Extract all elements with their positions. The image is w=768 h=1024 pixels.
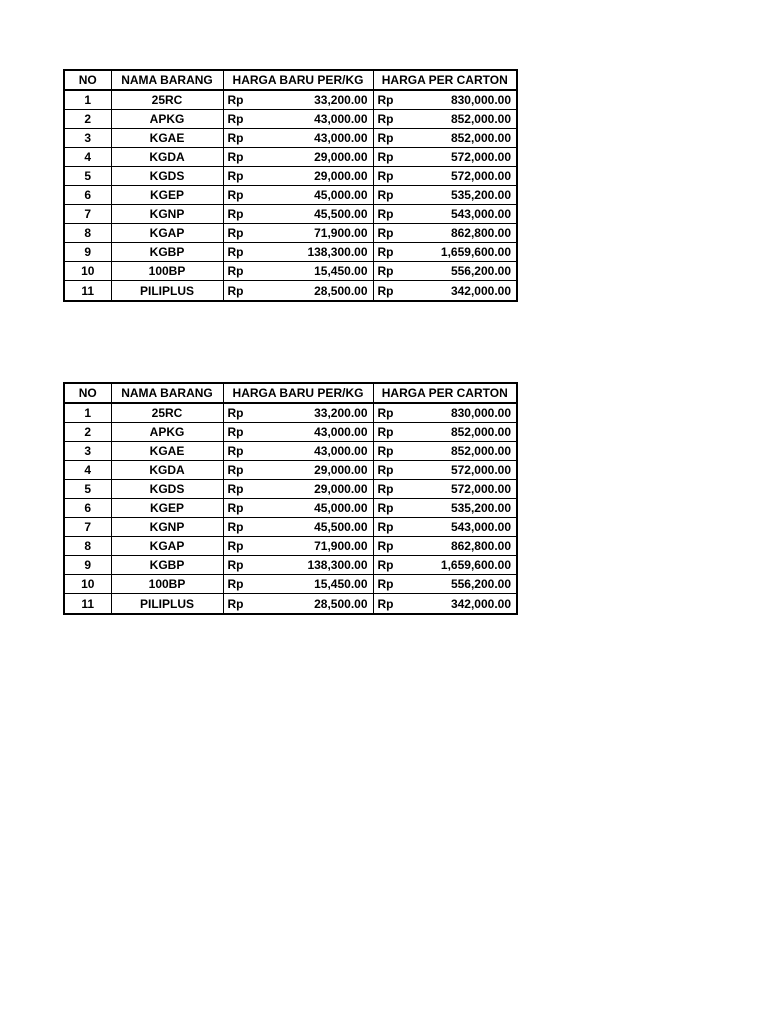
currency-label: Rp	[377, 444, 394, 458]
cell-price-carton	[373, 480, 517, 499]
header-price-carton: HARGA PER CARTON	[373, 383, 517, 403]
price-carton-value: 543,000.00	[450, 207, 511, 221]
cell-price-carton	[373, 262, 517, 281]
header-price-carton: HARGA PER CARTON	[373, 70, 517, 90]
price-carton-value: 852,000.00	[450, 444, 511, 458]
cell-price-kg	[223, 423, 373, 442]
cell-price-kg	[223, 518, 373, 537]
table-body	[64, 403, 517, 614]
currency-label: Rp	[227, 406, 244, 420]
cell-price-carton	[373, 167, 517, 186]
currency-label: Rp	[377, 406, 394, 420]
cell-no: 7	[64, 518, 111, 537]
currency-label: Rp	[227, 169, 244, 183]
cell-name: KGDA	[111, 148, 223, 167]
cell-no: 11	[64, 281, 111, 302]
currency-label: Rp	[377, 558, 394, 572]
cell-price-carton	[373, 281, 517, 302]
price-kg-value: 29,000.00	[314, 463, 368, 477]
table-row	[64, 186, 517, 205]
cell-no: 3	[64, 129, 111, 148]
price-kg-value: 43,000.00	[314, 112, 368, 126]
price-carton-value: 862,800.00	[450, 226, 511, 240]
price-carton-value: 852,000.00	[450, 112, 511, 126]
currency-label: Rp	[227, 283, 244, 298]
cell-price-kg	[223, 442, 373, 461]
currency-label: Rp	[377, 131, 394, 145]
price-carton-value: 556,200.00	[450, 264, 511, 278]
cell-price-kg	[223, 556, 373, 575]
price-carton-value: 852,000.00	[450, 131, 511, 145]
currency-label: Rp	[377, 283, 394, 298]
price-kg-value: 43,000.00	[314, 425, 368, 439]
currency-label: Rp	[377, 150, 394, 164]
currency-label: Rp	[227, 558, 244, 572]
price-carton-value: 342,000.00	[450, 283, 511, 298]
currency-label: Rp	[227, 150, 244, 164]
currency-label: Rp	[227, 131, 244, 145]
currency-label: Rp	[377, 93, 394, 107]
cell-price-carton	[373, 403, 517, 423]
cell-price-carton	[373, 129, 517, 148]
currency-label: Rp	[377, 596, 394, 611]
currency-label: Rp	[377, 112, 394, 126]
cell-price-kg	[223, 148, 373, 167]
price-kg-value: 138,300.00	[307, 245, 368, 259]
cell-name: KGBP	[111, 556, 223, 575]
price-kg-value: 29,000.00	[314, 482, 368, 496]
price-kg-value: 45,500.00	[314, 520, 368, 534]
currency-label: Rp	[227, 501, 244, 515]
price-kg-value: 71,900.00	[314, 226, 368, 240]
currency-label: Rp	[227, 577, 244, 591]
cell-name: KGDA	[111, 461, 223, 480]
price-carton-value: 830,000.00	[450, 93, 511, 107]
cell-price-carton	[373, 537, 517, 556]
cell-no: 1	[64, 403, 111, 423]
price-kg-value: 33,200.00	[314, 93, 368, 107]
price-carton-value: 572,000.00	[450, 463, 511, 477]
cell-name: KGDS	[111, 167, 223, 186]
currency-label: Rp	[227, 463, 244, 477]
cell-name: KGEP	[111, 186, 223, 205]
price-carton-value: 543,000.00	[450, 520, 511, 534]
cell-no: 6	[64, 186, 111, 205]
cell-no: 2	[64, 110, 111, 129]
table-row	[64, 205, 517, 224]
price-table-1	[63, 69, 518, 302]
cell-name: APKG	[111, 423, 223, 442]
table-row	[64, 575, 517, 594]
price-kg-value: 15,450.00	[314, 577, 368, 591]
cell-price-kg	[223, 594, 373, 615]
header-name: NAMA BARANG	[111, 383, 223, 403]
header-row	[64, 70, 517, 90]
price-kg-value: 45,000.00	[314, 188, 368, 202]
table-body	[64, 90, 517, 301]
currency-label: Rp	[377, 425, 394, 439]
price-kg-value: 29,000.00	[314, 169, 368, 183]
table-row	[64, 403, 517, 423]
currency-label: Rp	[227, 539, 244, 553]
cell-no: 5	[64, 167, 111, 186]
table-row	[64, 537, 517, 556]
cell-name: KGAP	[111, 224, 223, 243]
cell-price-kg	[223, 129, 373, 148]
table-row	[64, 556, 517, 575]
cell-price-carton	[373, 499, 517, 518]
cell-price-kg	[223, 403, 373, 423]
cell-name: KGEP	[111, 499, 223, 518]
table-row	[64, 518, 517, 537]
price-carton-value: 1,659,600.00	[440, 245, 511, 259]
cell-no: 8	[64, 537, 111, 556]
price-carton-value: 852,000.00	[450, 425, 511, 439]
cell-price-kg	[223, 480, 373, 499]
cell-no: 9	[64, 243, 111, 262]
table-row	[64, 423, 517, 442]
cell-price-carton	[373, 186, 517, 205]
table-row	[64, 461, 517, 480]
price-carton-value: 535,200.00	[450, 188, 511, 202]
price-carton-value: 535,200.00	[450, 501, 511, 515]
currency-label: Rp	[227, 188, 244, 202]
cell-no: 1	[64, 90, 111, 110]
price-carton-value: 1,659,600.00	[440, 558, 511, 572]
cell-no: 3	[64, 442, 111, 461]
price-carton-value: 572,000.00	[450, 150, 511, 164]
table-row	[64, 480, 517, 499]
cell-no: 7	[64, 205, 111, 224]
price-carton-value: 572,000.00	[450, 482, 511, 496]
table-row	[64, 110, 517, 129]
currency-label: Rp	[227, 482, 244, 496]
header-no: NO	[64, 70, 111, 90]
price-kg-value: 33,200.00	[314, 406, 368, 420]
cell-name: 25RC	[111, 403, 223, 423]
cell-no: 4	[64, 148, 111, 167]
header-row	[64, 383, 517, 403]
currency-label: Rp	[227, 112, 244, 126]
price-kg-value: 43,000.00	[314, 444, 368, 458]
cell-name: 25RC	[111, 90, 223, 110]
cell-price-kg	[223, 499, 373, 518]
header-no: NO	[64, 383, 111, 403]
cell-no: 9	[64, 556, 111, 575]
price-carton-value: 342,000.00	[450, 596, 511, 611]
cell-price-kg	[223, 205, 373, 224]
table-row	[64, 281, 517, 302]
cell-price-carton	[373, 518, 517, 537]
cell-price-carton	[373, 575, 517, 594]
cell-price-carton	[373, 205, 517, 224]
cell-price-kg	[223, 110, 373, 129]
cell-no: 10	[64, 575, 111, 594]
cell-price-carton	[373, 594, 517, 615]
table-row	[64, 129, 517, 148]
table-row	[64, 224, 517, 243]
price-kg-value: 28,500.00	[314, 596, 368, 611]
currency-label: Rp	[377, 226, 394, 240]
currency-label: Rp	[377, 501, 394, 515]
table-row	[64, 442, 517, 461]
cell-price-kg	[223, 186, 373, 205]
cell-name: KGNP	[111, 518, 223, 537]
cell-price-carton	[373, 148, 517, 167]
currency-label: Rp	[377, 463, 394, 477]
cell-price-carton	[373, 556, 517, 575]
currency-label: Rp	[227, 245, 244, 259]
price-carton-value: 572,000.00	[450, 169, 511, 183]
cell-name: KGBP	[111, 243, 223, 262]
cell-price-kg	[223, 262, 373, 281]
cell-name: KGDS	[111, 480, 223, 499]
price-kg-value: 29,000.00	[314, 150, 368, 164]
currency-label: Rp	[227, 444, 244, 458]
cell-price-carton	[373, 423, 517, 442]
price-kg-value: 45,000.00	[314, 501, 368, 515]
currency-label: Rp	[227, 207, 244, 221]
currency-label: Rp	[227, 226, 244, 240]
cell-name: 100BP	[111, 575, 223, 594]
cell-name: PILIPLUS	[111, 594, 223, 615]
cell-price-kg	[223, 281, 373, 302]
cell-price-kg	[223, 243, 373, 262]
header-price-kg: HARGA BARU PER/KG	[223, 70, 373, 90]
cell-no: 2	[64, 423, 111, 442]
cell-price-kg	[223, 575, 373, 594]
cell-name: KGAE	[111, 129, 223, 148]
currency-label: Rp	[227, 93, 244, 107]
currency-label: Rp	[227, 425, 244, 439]
cell-no: 8	[64, 224, 111, 243]
table-row	[64, 148, 517, 167]
price-kg-value: 43,000.00	[314, 131, 368, 145]
currency-label: Rp	[227, 264, 244, 278]
cell-price-kg	[223, 90, 373, 110]
table-row	[64, 90, 517, 110]
header-price-kg: HARGA BARU PER/KG	[223, 383, 373, 403]
cell-no: 5	[64, 480, 111, 499]
cell-price-carton	[373, 90, 517, 110]
currency-label: Rp	[227, 596, 244, 611]
currency-label: Rp	[227, 520, 244, 534]
currency-label: Rp	[377, 264, 394, 278]
cell-price-carton	[373, 110, 517, 129]
price-kg-value: 28,500.00	[314, 283, 368, 298]
price-carton-value: 830,000.00	[450, 406, 511, 420]
currency-label: Rp	[377, 245, 394, 259]
header-name: NAMA BARANG	[111, 70, 223, 90]
price-kg-value: 15,450.00	[314, 264, 368, 278]
cell-name: PILIPLUS	[111, 281, 223, 302]
cell-no: 6	[64, 499, 111, 518]
currency-label: Rp	[377, 482, 394, 496]
currency-label: Rp	[377, 520, 394, 534]
table-row	[64, 594, 517, 615]
currency-label: Rp	[377, 577, 394, 591]
cell-name: APKG	[111, 110, 223, 129]
currency-label: Rp	[377, 539, 394, 553]
cell-no: 11	[64, 594, 111, 615]
cell-no: 10	[64, 262, 111, 281]
cell-price-kg	[223, 537, 373, 556]
cell-name: KGNP	[111, 205, 223, 224]
cell-name: KGAP	[111, 537, 223, 556]
cell-price-carton	[373, 243, 517, 262]
cell-price-kg	[223, 461, 373, 480]
price-kg-value: 138,300.00	[307, 558, 368, 572]
cell-no: 4	[64, 461, 111, 480]
price-kg-value: 45,500.00	[314, 207, 368, 221]
price-carton-value: 862,800.00	[450, 539, 511, 553]
cell-price-carton	[373, 442, 517, 461]
table-row	[64, 243, 517, 262]
cell-name: KGAE	[111, 442, 223, 461]
table-row	[64, 499, 517, 518]
cell-price-kg	[223, 224, 373, 243]
currency-label: Rp	[377, 188, 394, 202]
table-row	[64, 167, 517, 186]
currency-label: Rp	[377, 207, 394, 221]
cell-name: 100BP	[111, 262, 223, 281]
price-table-2	[63, 382, 518, 615]
table-row	[64, 262, 517, 281]
price-carton-value: 556,200.00	[450, 577, 511, 591]
price-kg-value: 71,900.00	[314, 539, 368, 553]
cell-price-carton	[373, 224, 517, 243]
currency-label: Rp	[377, 169, 394, 183]
cell-price-kg	[223, 167, 373, 186]
cell-price-carton	[373, 461, 517, 480]
